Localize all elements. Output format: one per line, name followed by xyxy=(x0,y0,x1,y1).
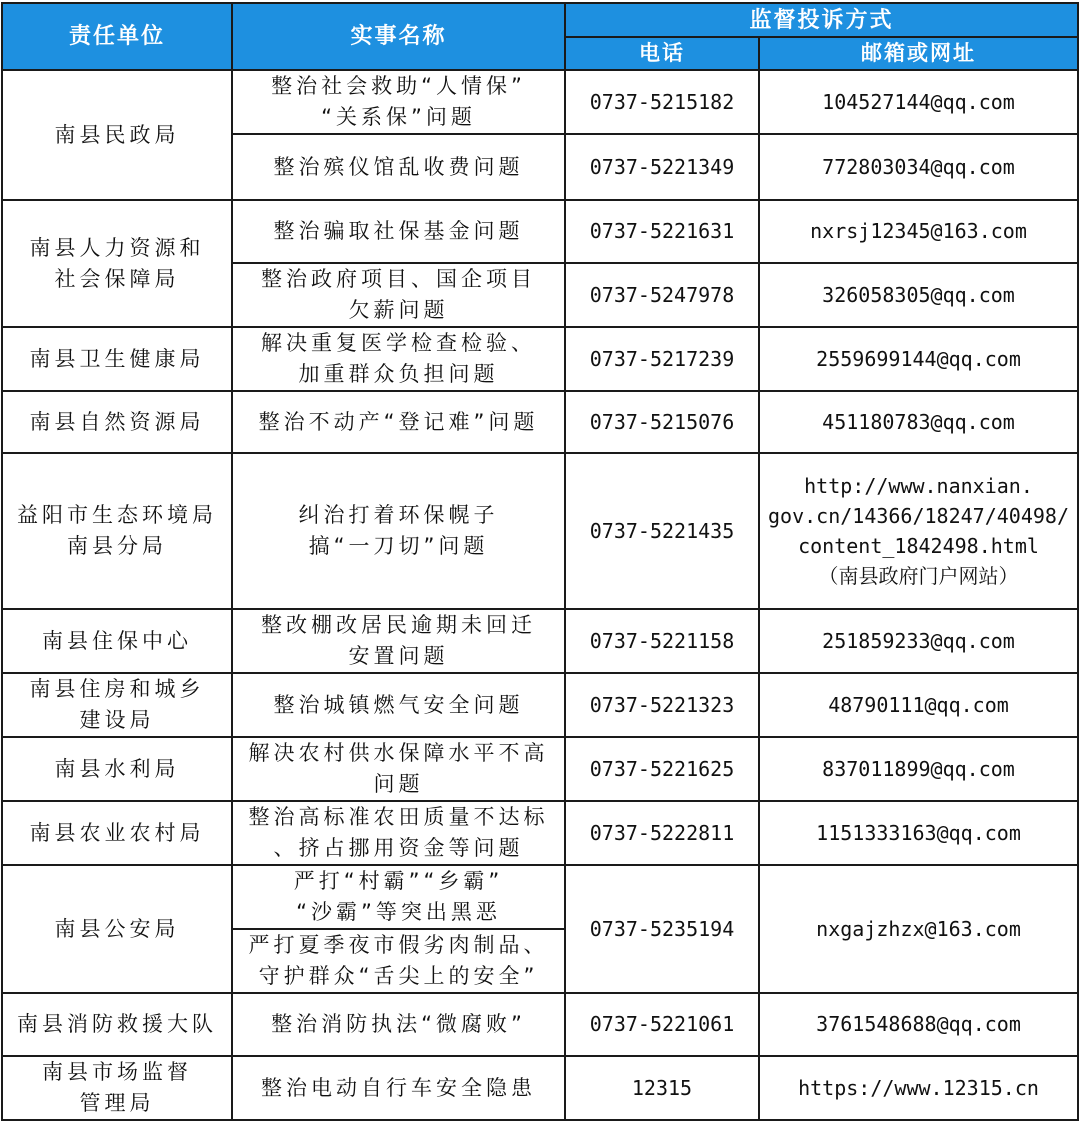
phone-cell: 0737-5215076 xyxy=(565,391,759,453)
unit-cell xyxy=(2,391,232,453)
email-cell[interactable]: 772803034@qq.com xyxy=(759,134,1078,200)
supervision-table xyxy=(1,2,1079,1121)
email-cell[interactable]: nxrsj12345@163.com xyxy=(759,200,1078,263)
header-matter: 实事名称 xyxy=(232,3,565,70)
matter-text: “关系保”问题 xyxy=(321,105,476,129)
matter-cell xyxy=(232,673,565,737)
matter-text: 守护群众“舌尖上的安全” xyxy=(258,964,539,988)
unit-text: 南县农业农村局 xyxy=(29,820,205,845)
phone-cell: 0737-5221061 xyxy=(565,993,759,1056)
phone-cell: 0737-5222811 xyxy=(565,801,759,865)
phone-cell: 0737-5217239 xyxy=(565,327,759,391)
matter-text: 整治消防执法“微腐败” xyxy=(271,1012,526,1036)
website-note: （南县政府门户网站） xyxy=(818,564,1019,588)
matter-cell xyxy=(232,263,565,327)
header-supervision: 监督投诉方式 xyxy=(565,3,1078,37)
email-cell[interactable]: 251859233@qq.com xyxy=(759,609,1078,673)
unit-text: 南县住保中心 xyxy=(42,628,192,653)
table-row xyxy=(2,391,1078,453)
matter-cell xyxy=(232,134,565,200)
website-cell xyxy=(759,453,1078,609)
unit-cell xyxy=(2,70,232,200)
matter-cell xyxy=(232,929,565,993)
matter-text: 整治骗取社保基金问题 xyxy=(273,219,524,243)
table-row xyxy=(2,70,1078,134)
email-cell[interactable]: 104527144@qq.com xyxy=(759,70,1078,134)
website-cell[interactable]: https://www.12315.cn xyxy=(759,1056,1078,1120)
unit-cell xyxy=(2,453,232,609)
matter-text: 欠薪问题 xyxy=(348,298,449,322)
matter-text: 严打“村霸”“乡霸” xyxy=(293,869,504,893)
unit-text: 南县民政局 xyxy=(54,122,180,147)
unit-text: 社会保障局 xyxy=(54,266,180,291)
matter-cell xyxy=(232,453,565,609)
unit-text: 南县公安局 xyxy=(54,916,180,941)
matter-text: 整治社会救助“人情保” xyxy=(271,74,526,98)
matter-text: “沙霸”等突出黑恶 xyxy=(296,900,501,924)
matter-cell xyxy=(232,1056,565,1120)
unit-text: 南县卫生健康局 xyxy=(29,346,205,371)
table-row xyxy=(2,327,1078,391)
matter-text: 问题 xyxy=(373,772,424,796)
unit-cell xyxy=(2,327,232,391)
phone-cell: 0737-5235194 xyxy=(565,865,759,993)
matter-cell xyxy=(232,327,565,391)
matter-cell xyxy=(232,993,565,1056)
header-phone: 电话 xyxy=(565,37,759,70)
unit-text: 南县市场监督 xyxy=(42,1060,192,1084)
unit-cell xyxy=(2,609,232,673)
matter-text: 解决农村供水保障水平不高 xyxy=(248,741,549,765)
unit-text: 益阳市生态环境局 xyxy=(17,503,217,527)
unit-text: 南县消防救援大队 xyxy=(17,1012,217,1036)
unit-text: 南县水利局 xyxy=(54,756,180,781)
unit-cell xyxy=(2,200,232,327)
table-row xyxy=(2,200,1078,263)
unit-cell xyxy=(2,737,232,801)
matter-cell xyxy=(232,391,565,453)
matter-cell xyxy=(232,70,565,134)
unit-text: 南县人力资源和 xyxy=(29,235,205,260)
table-row xyxy=(2,801,1078,865)
matter-cell xyxy=(232,200,565,263)
matter-text: 整治政府项目、国企项目 xyxy=(261,267,536,291)
matter-text: 纠治打着环保幌子 xyxy=(298,503,499,527)
unit-cell xyxy=(2,801,232,865)
unit-text: 管理局 xyxy=(79,1091,155,1115)
table-row xyxy=(2,865,1078,929)
email-cell[interactable]: 837011899@qq.com xyxy=(759,737,1078,801)
matter-cell xyxy=(232,865,565,929)
website-link[interactable]: content_1842498.html xyxy=(798,534,1039,558)
table-row xyxy=(2,609,1078,673)
table-row xyxy=(2,993,1078,1056)
unit-text: 南县住房和城乡 xyxy=(29,677,205,701)
header-email: 邮箱或网址 xyxy=(759,37,1078,70)
unit-text: 建设局 xyxy=(79,708,155,732)
matter-text: 严打夏季夜市假劣肉制品、 xyxy=(248,933,549,957)
phone-cell: 0737-5221323 xyxy=(565,673,759,737)
table-row xyxy=(2,1056,1078,1120)
email-cell[interactable]: 2559699144@qq.com xyxy=(759,327,1078,391)
matter-text: 整改棚改居民逾期未回迁 xyxy=(261,613,536,637)
phone-cell: 0737-5215182 xyxy=(565,70,759,134)
email-cell[interactable]: 326058305@qq.com xyxy=(759,263,1078,327)
phone-cell: 0737-5221625 xyxy=(565,737,759,801)
website-link[interactable]: http://www.nanxian. xyxy=(804,474,1033,498)
unit-text: 南县自然资源局 xyxy=(29,409,205,434)
phone-cell: 0737-5247978 xyxy=(565,263,759,327)
email-cell[interactable]: nxgajzhzx@163.com xyxy=(759,865,1078,993)
phone-cell: 0737-5221349 xyxy=(565,134,759,200)
email-cell[interactable]: 451180783@qq.com xyxy=(759,391,1078,453)
phone-cell: 0737-5221435 xyxy=(565,453,759,609)
matter-text: 整治城镇燃气安全问题 xyxy=(273,692,524,717)
unit-cell xyxy=(2,993,232,1056)
matter-text: 整治电动自行车安全隐患 xyxy=(261,1075,536,1100)
phone-cell: 12315 xyxy=(565,1056,759,1120)
matter-text: 搞“一刀切”问题 xyxy=(308,534,489,558)
table-row xyxy=(2,737,1078,801)
matter-text: 解决重复医学检查检验、 xyxy=(261,331,536,355)
email-cell[interactable]: 3761548688@qq.com xyxy=(759,993,1078,1056)
email-cell[interactable]: 48790111@qq.com xyxy=(759,673,1078,737)
unit-cell xyxy=(2,865,232,993)
email-cell[interactable]: 1151333163@qq.com xyxy=(759,801,1078,865)
matter-cell xyxy=(232,737,565,801)
matter-text: 、挤占挪用资金等问题 xyxy=(273,836,524,860)
header-unit: 责任单位 xyxy=(2,3,232,70)
table-row xyxy=(2,673,1078,737)
phone-cell: 0737-5221631 xyxy=(565,200,759,263)
matter-text: 加重群众负担问题 xyxy=(298,362,499,386)
matter-text: 整治高标准农田质量不达标 xyxy=(248,805,549,829)
website-link[interactable]: gov.cn/14366/18247/40498/ xyxy=(767,504,1070,528)
matter-text: 整治殡仪馆乱收费问题 xyxy=(273,154,524,179)
unit-cell xyxy=(2,673,232,737)
matter-text: 安置问题 xyxy=(348,644,449,668)
phone-cell: 0737-5221158 xyxy=(565,609,759,673)
matter-text: 整治不动产“登记难”问题 xyxy=(258,409,539,434)
table-row xyxy=(2,453,1078,609)
matter-cell xyxy=(232,609,565,673)
unit-cell xyxy=(2,1056,232,1120)
matter-cell xyxy=(232,801,565,865)
unit-text: 南县分局 xyxy=(67,534,167,558)
